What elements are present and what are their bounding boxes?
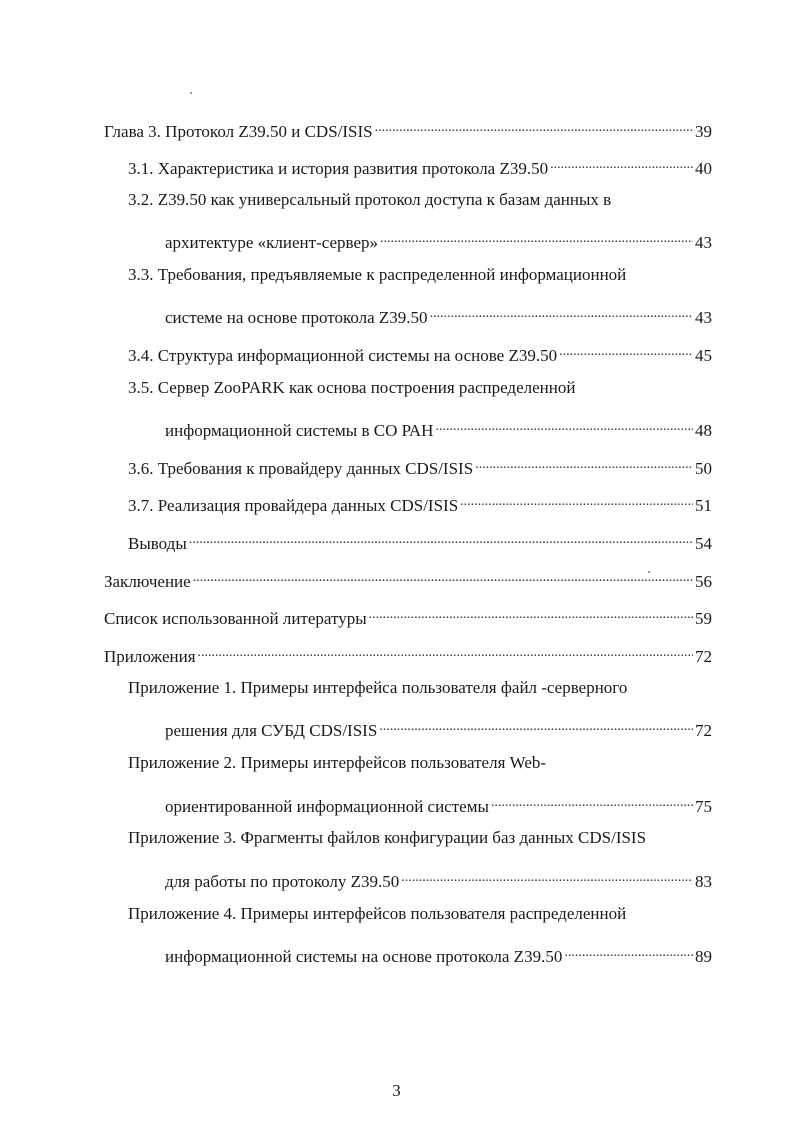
toc-entry-text: Выводы [128, 534, 187, 553]
toc-entry-text: Приложения [104, 647, 196, 666]
toc-entry-3-2-first-line: 3.2. Z39.50 как универсальный протокол доступа к базам данных в [128, 190, 612, 209]
toc-entry-appendix-4-first-line: Приложение 4. Примеры интерфейсов пользователя распределенной [128, 904, 627, 923]
toc-entry-page: 75 [695, 797, 712, 816]
toc-entry-page: 50 [695, 459, 712, 478]
toc-entry-page: 39 [695, 122, 712, 141]
toc-dot-leader [193, 565, 693, 587]
toc-entry-page: 43 [695, 308, 712, 327]
toc-entry-page: 48 [695, 421, 712, 440]
toc-entry-3-2 [165, 226, 712, 254]
toc-entry-page: 51 [695, 496, 712, 515]
toc-dot-leader [401, 865, 693, 887]
toc-entry-text: 3.1. Характеристика и история развития протокола Z39.50 [128, 159, 549, 178]
toc-entry-text: для работы по протоколу Z39.50 [165, 872, 400, 891]
toc-dot-leader [491, 790, 693, 812]
toc-entry-3-3 [165, 301, 712, 329]
toc-dot-leader [559, 339, 693, 361]
toc-entry-text: информационной системы на основе протокола Z39.50 [165, 947, 563, 966]
toc-entry-page: 40 [695, 159, 712, 178]
toc-dot-leader [475, 452, 693, 474]
toc-entry-3-6 [128, 452, 712, 480]
toc-entry-text: информационной системы в СО РАН [165, 421, 434, 440]
toc-entry-appendix-3-first-line: Приложение 3. Фрагменты файлов конфигурации баз данных CDS/ISIS [128, 828, 647, 847]
toc-entry-3-3-first-line: 3.3. Требования, предъявляемые к распределенной информационной [128, 265, 627, 284]
toc-entry-text: 3.4. Структура информационной системы на основе Z39.50 [128, 346, 558, 365]
toc-dot-leader [550, 152, 693, 174]
toc-dot-leader [198, 640, 693, 662]
toc-entry-chapter-3 [104, 115, 712, 143]
toc-entry-3-7 [128, 489, 712, 517]
toc-entry-page: 89 [695, 947, 712, 966]
toc-entry-3-4 [128, 339, 712, 367]
scan-speck [648, 571, 650, 573]
toc-entry-text: 3.6. Требования к провайдеру данных CDS/ISIS [128, 459, 474, 478]
toc-entry-text: Список использованной литературы [104, 609, 367, 628]
toc-entry-page: 43 [695, 233, 712, 252]
toc-entry-text: системе на основе протокола Z39.50 [165, 308, 428, 327]
toc-entry-appendix-2-first-line: Приложение 2. Примеры интерфейсов пользователя Web- [128, 753, 547, 772]
toc-entry-text: Глава 3. Протокол Z39.50 и CDS/ISIS [104, 122, 373, 141]
toc-dot-leader [430, 301, 693, 323]
toc-entry-3-5 [165, 414, 712, 442]
toc-dot-leader [379, 714, 693, 736]
toc-entry-3-5-first-line: 3.5. Сервер ZooPARK как основа построения распределенной [128, 378, 576, 397]
toc-entry-page: 59 [695, 609, 712, 628]
toc-dot-leader [564, 940, 693, 962]
toc-entry-page: 54 [695, 534, 712, 553]
toc-dot-leader [369, 602, 693, 624]
toc-entry-page: 45 [695, 346, 712, 365]
toc-entry-appendix-1-first-line: Приложение 1. Примеры интерфейса пользователя файл -серверного [128, 678, 628, 697]
toc-entry-text: решения для СУБД CDS/ISIS [165, 721, 378, 740]
toc-entry-page: 72 [695, 647, 712, 666]
toc-entry-conclusions [128, 527, 712, 555]
toc-entry-appendix-2 [165, 790, 712, 818]
toc-entry-page: 56 [695, 572, 712, 591]
toc-dot-leader [435, 414, 693, 436]
toc-dot-leader [380, 226, 693, 248]
toc-entry-page: 72 [695, 721, 712, 740]
toc-dot-leader [375, 115, 693, 137]
toc-entry-appendix-3 [165, 865, 712, 893]
toc-entry-references [104, 602, 712, 630]
toc-entry-appendix-1 [165, 714, 712, 742]
toc-entry-final-conclusion [104, 565, 712, 593]
page-number: 3 [392, 1081, 401, 1100]
toc-entry-page: 83 [695, 872, 712, 891]
toc-entry-text: ориентированной информационной системы [165, 797, 489, 816]
toc-dot-leader [189, 527, 693, 549]
toc-entry-text: 3.7. Реализация провайдера данных CDS/ISIS [128, 496, 459, 515]
scan-speck [190, 92, 192, 94]
toc-dot-leader [460, 489, 693, 511]
toc-entry-text: Заключение [104, 572, 191, 591]
toc-entry-3-1 [128, 152, 712, 180]
toc-entry-appendices [104, 640, 712, 668]
toc-entry-appendix-4 [165, 940, 712, 968]
toc-entry-text: архитектуре «клиент-сервер» [165, 233, 378, 252]
